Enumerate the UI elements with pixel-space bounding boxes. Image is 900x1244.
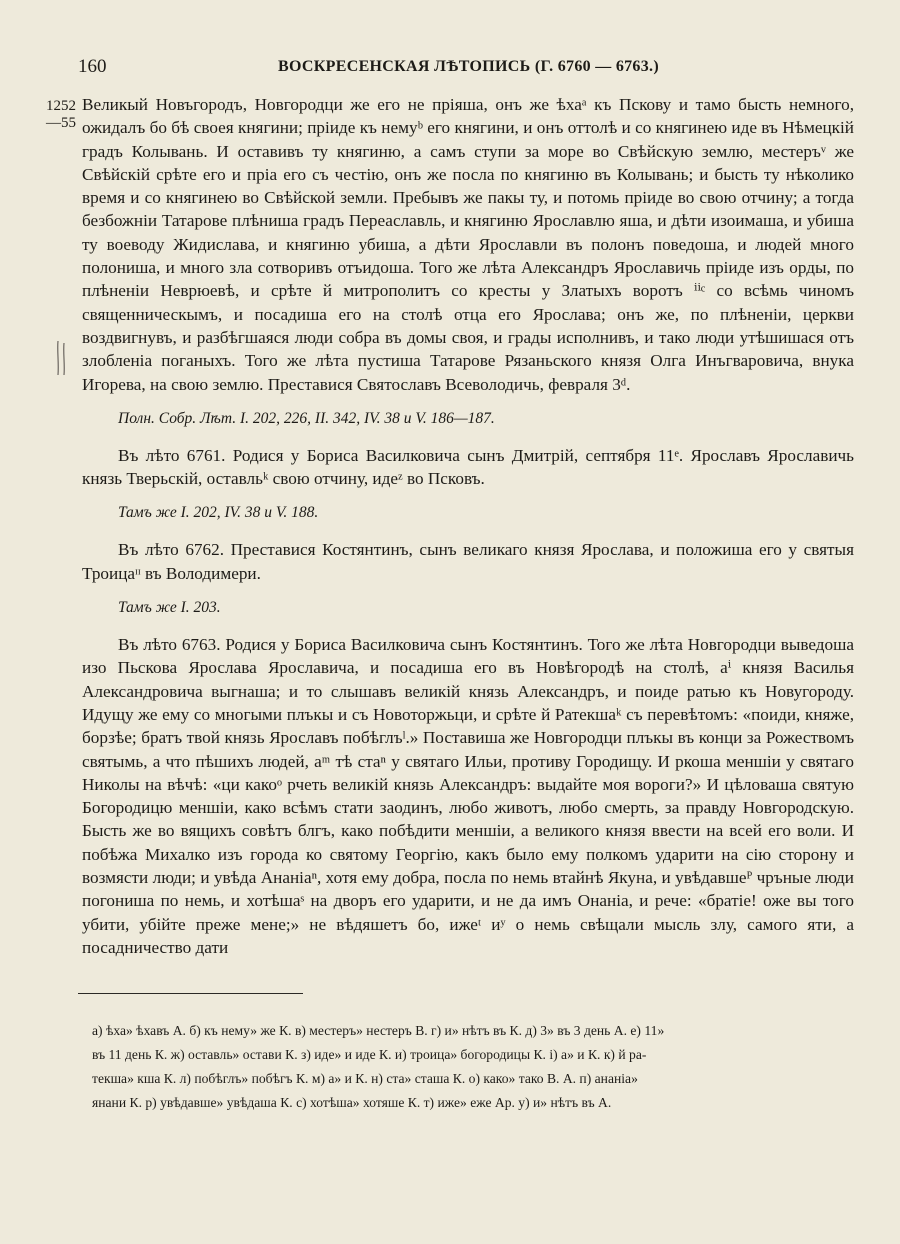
footnote-line: въ 11 день К. ж) оставль» остави К. з) иде» и иде К. и) троица» богородицы К. і) а» и К. к) й ра- xyxy=(92,1047,647,1062)
paragraph-6761: Въ лѣто 6761. Родися у Бориса Василковича сынъ Дмитрій, септября 11ᵉ. Ярославъ Ярославичь князь Тверьскій, оставльᵏ свою отчину, идеᶻ во Псковъ. xyxy=(82,445,854,489)
margin-year-range: —55 xyxy=(46,115,76,131)
page-header xyxy=(78,56,852,86)
footnote-divider xyxy=(78,993,303,994)
page-number: 160 xyxy=(78,56,107,77)
running-title: ВОСКРЕСЕНСКАЯ ЛѢТОПИСЬ (Г. 6760 — 6763.) xyxy=(278,58,659,75)
pencil-mark xyxy=(54,339,68,377)
footnotes xyxy=(92,1019,852,1115)
paragraph-6762: Въ лѣто 6762. Преставися Костянтинъ, сынъ великаго князя Ярослава, и положиша его у святыя Троицаᶦᶦ въ Володимери. xyxy=(82,540,854,583)
footnote-line: янани К. р) увѣдавше» увѣдаша К. с) хотѣша» хотяше К. т) иже» еже Ар. у) и» нѣтъ въ А. xyxy=(92,1095,612,1110)
paragraph-1: Великый Новъгородъ, Новгородци же его не пріяша, онъ же ѣхаᵃ къ Пскову и тамо бысть немного, ожидалъ бо бѣ своея княгини; пріиде къ немуᵇ его княгини, и онъ оттолѣ и со княгинею иде въ Нѣмецкій градъ Колывань. И оставивъ ту княгиню, а самъ ступи за море во Свѣйскую землю, местеръᵛ же Свѣйскій срѣте его и пріа его съ честію, онъ же посла по княгиню въ Колывань; и бысть ту нѣколико время и со княгинею во Свѣйской земли. Пребывъ же пакы ту, и потомь пріиде во свою отчину; а тогда безбожніи Татарове плѣниша градъ Переаславль, и княгиню Ярославлю яша, и дѣти изоимаша, и убиша ту воеводу Жидислава, и княгиню убиша, а дѣти Ярославли въ полонъ поведоша, и людей много полониша, и много зла сотворивъ отъидоша. Того же лѣта Александръ Ярославичь пріиде изъ орды, по плѣненіи Неврюевѣ, и срѣте й митрополитъ со кресты у Златыхъ воротъ ⁱⁱᶜ со всѣмь чиномъ священническымъ, и посадиша его на столѣ отца его Ярослава; онъ же, по плѣненіи, церкви воздвигнувъ, и разбѣгшаяся люди собра въ домы своя, и грады исполнивъ, и тако люди утѣшишася отъ злобленіа поганыхъ. Того же лѣта пустиша Татарове Рязаньского князя Олга Инъгваровича, внука Игорева, на свою землю. Преставися Святославъ Всеволодичь, февраля 3ᵈ. xyxy=(82,95,854,394)
source-reference-1: Полн. Собр. Лѣт. I. 202, 226, II. 342, IV. 38 и V. 186—187. xyxy=(118,409,495,427)
footnote-line: текша» кша К. л) побѣглъ» побѣгъ К. м) а» и К. н) ста» сташа К. о) како» тако В. А. п) ананіа» xyxy=(92,1071,638,1086)
paragraph-6763: Въ лѣто 6763. Родися у Бориса Василковича сынъ Костянтинъ. Того же лѣта Новгородци выведоша изо Пьскова Ярослава Ярославича, и посадиша его въ Новѣгородѣ на столѣ, аⁱ князя Василья Александровича выгнаша; и то слышавъ великій князь Александръ, и поиде ратью къ Новугороду. Идущу же ему со многыми плъкы и съ Новоторжьци, и срѣте й Ратекшаᵏ съ перевѣтомъ: «поиди, княже, борзѣе; братъ твой князь Ярославъ побѣглъˡ.» Поставиша же Новгородци плъкы въ конци за Рожествомъ святымь, а что пѣшихъ людей, аᵐ тѣ стаⁿ у святаго Ильи, противу Городищу. И ркоша меншіи у святаго Николы на вѣчѣ: «ци какоᵒ рчеть великій князь Александръ: выдайте моя вороги?» И цѣловаша святую Богородицю меншіи, како всѣмъ стати заодинъ, любо животъ, любо смерть, за правду Новгородскую. Бысть же во вящихъ совѣтъ блгъ, како побѣдити меншіи, а великого князя ввести на всей его воли. И побѣжа Михалко изъ города ко святому Георгію, какъ было ему полкомъ ударити на сію сторону и возмясти люди; и увѣда Ананіаⁿ, хотя ему добра, посла по немь втайнѣ Якуна, и увѣдавшеᴾ чръные люди погониша по немь, и хотѣшаˢ на дворъ его ударити, и не да имъ Онаніа, и рече: «братіе! оже вы того убити, убійте преже мене;» не вѣдяшетъ бо, ижеᵗ иʸ о немь свѣщали мысль злу, самого яти, а посадничество дати xyxy=(82,635,854,957)
margin-year: 1252 xyxy=(46,98,76,114)
source-reference-2: Тамъ же I. 202, IV. 38 и V. 188. xyxy=(118,504,319,522)
source-reference-3: Тамъ же I. 203. xyxy=(118,599,221,617)
footnote-line: а) ѣха» ѣхавъ А. б) къ нему» же К. в) местеръ» нестеръ В. г) и» нѣтъ въ К. д) 3» въ 3 день А. е) 11» xyxy=(92,1023,665,1038)
main-text xyxy=(82,93,854,959)
